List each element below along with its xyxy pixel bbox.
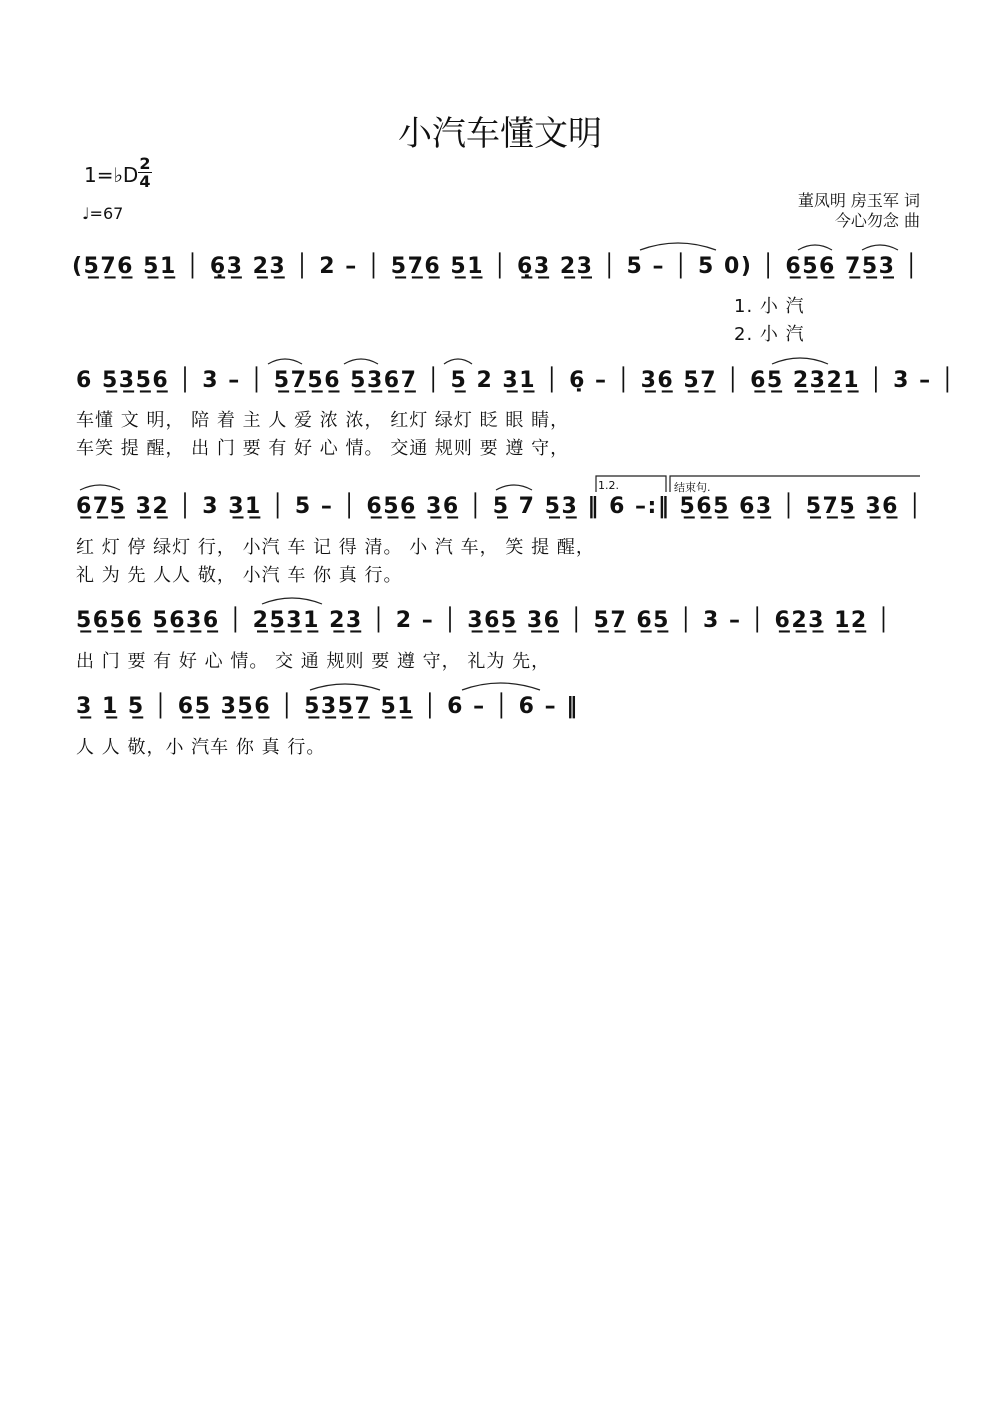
score-line-4-notes: 5̲6̲5̲6̲ 5̲6̲3̲6̲ │ 2̲5̲3̲1̲ 2̲3̲ │ 2 – │ 3̲6̲5̲ 3̲6̲ │ 5̲7̲ 6̲5̲ │ 3 – │ 6̲2̲3̲ 1̲2̲ │ [76, 608, 892, 633]
slur-mark [798, 245, 832, 250]
song-title: 小汽车懂文明 [398, 114, 602, 154]
score-line-1-notes: (5̲7̲6̲ 5̲1̲ │ 6̣̲3̲ 2̲3̲ │ 2 – │ 5̲7̲6̲ 5̲1̲ │ 6̣̲3̲ 2̲3̲ │ 5 – │ 5 0) │ 6̲5̲6̲ 7̲5̲3̲ │ [72, 254, 920, 279]
key-signature: 1=♭D [84, 163, 139, 187]
score-line-5-notes: 3̲ 1̲ 5̲ │ 6̲5̲ 3̲5̲6̲ │ 5̲3̲5̲7̲ 5̲1̲ │ 6 – │ 6 – ‖ [76, 694, 579, 719]
score-line-2-notes: 6 5̲3̲5̲6̲ │ 3 – │ 5̲7̲5̲6̲ 5̲3̲6̲7̲ │ 5̲ 2 3̲1̲ │ 6̣ – │ 3̲6̲ 5̲7̲ │ 6̲5̲ 2̲3̲2̲1̲ │ 3 – │ [76, 368, 956, 393]
score-line-4-lyrics: 出 门 要 有 好 心 情。 交 通 规则 要 遵 守， 礼为 先， [76, 651, 551, 672]
slur-mark [80, 485, 120, 490]
score-line-3-notes: 6̲7̲5̲ 3̲2̲ │ 3 3̲1̲ │ 5 – │ 6̲5̲6̲ 3̲6̲ │ 5̲ 7 5̲3̲ ‖ 6 –:‖ 5̲6̲5̲ 6̲3̲ │ 5̲7̲5̲ 3̲6̲ │ [76, 494, 923, 519]
volta-2-label: 结束句. [674, 481, 711, 494]
slur-mark [444, 359, 472, 364]
volta-bracket-1 [596, 476, 666, 492]
slur-mark [344, 359, 378, 364]
score-line-1-lyrics-verse1: 1. 小 汽 [734, 296, 805, 317]
score-line-3-lyrics-verse2: 礼 为 先 人人 敬， 小汽 车 你 真 行。 [76, 565, 403, 586]
lyricist-credit: 董凤明 房玉军 词 [797, 191, 920, 210]
volta-bracket-2 [670, 476, 920, 492]
composer-credit: 今心勿念 曲 [834, 211, 920, 230]
score-line-2-lyrics-verse2: 车笑 提 醒， 出 门 要 有 好 心 情。 交通 规则 要 遵 守， [76, 438, 570, 459]
score-line-3-lyrics-verse1: 红 灯 停 绿灯 行， 小汽 车 记 得 清。 小 汽 车， 笑 提 醒， [76, 537, 595, 558]
time-signature-top: 2 [139, 154, 151, 173]
tempo-marking: ♩=67 [82, 204, 124, 223]
slur-mark [496, 485, 532, 490]
score-line-1-lyrics-verse2: 2. 小 汽 [734, 324, 805, 345]
volta-1-label: 1.2. [598, 479, 619, 492]
slur-mark [462, 683, 540, 690]
slur-mark [262, 598, 322, 604]
slur-mark [862, 245, 898, 250]
score-line-5-lyrics: 人 人 敬，小 汽车 你 真 行。 [76, 737, 326, 758]
slur-mark [310, 684, 380, 690]
slur-mark [772, 358, 828, 364]
time-signature-bottom: 4 [139, 172, 151, 191]
slur-mark [268, 359, 302, 364]
score-line-2-lyrics-verse1: 车懂 文 明， 陪 着 主 人 爱 浓 浓， 红灯 绿灯 眨 眼 睛， [76, 410, 570, 431]
slur-mark [640, 243, 716, 250]
